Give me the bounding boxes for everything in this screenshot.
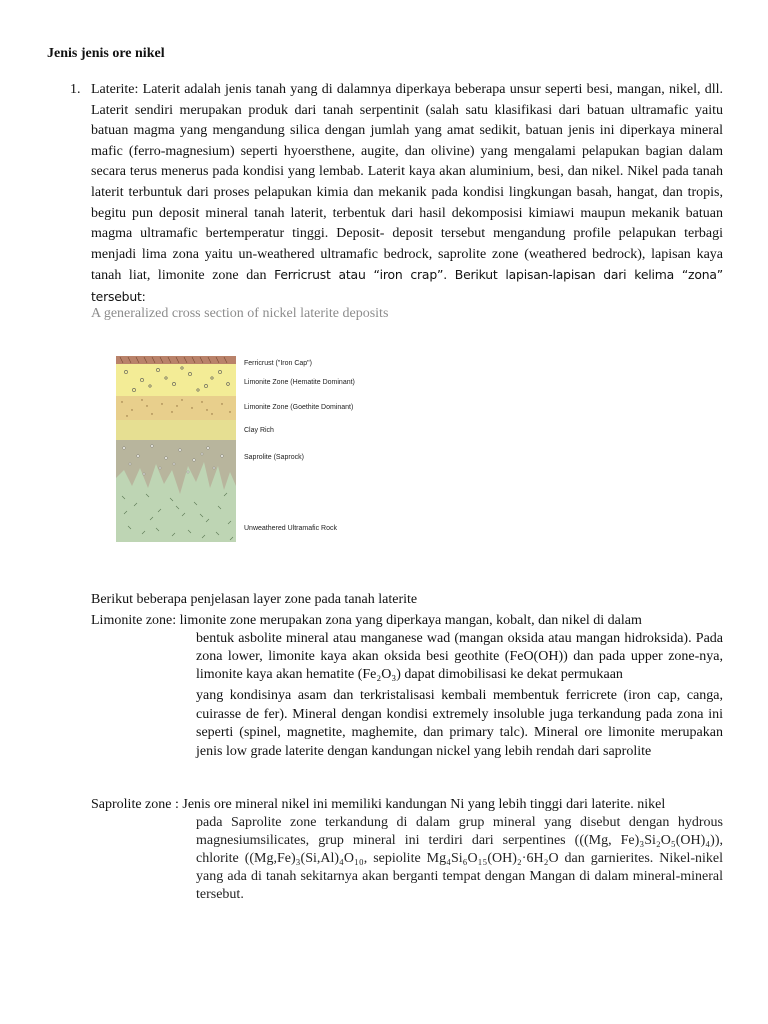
list-number: 1. xyxy=(70,82,81,97)
clay-layer xyxy=(116,420,236,440)
label-clay: Clay Rich xyxy=(244,427,274,434)
label-ferricrust: Ferricrust ("Iron Cap") xyxy=(244,360,312,367)
limonite-line1: limonite zone merupakan zona yang diperkaya mangan, kobalt, dan nikel di dalam xyxy=(179,613,642,628)
page-heading: Jenis jenis ore nikel xyxy=(47,46,165,61)
label-limonite-goethite: Limonite Zone (Goethite Dominant) xyxy=(244,404,354,411)
limonite-body-2: yang kondisinya asam dan terkristalisasi kembali membentuk ferricrete (iron cap, canga, cuirasse de fer). Mineral dengan kondisi extremely insoluble juga terkandung pada zona ini seperti (spinel, magnetite, maghemite, dan primary talc). Mineral ore limonite merupakan jenis low grade laterite dengan kandungan nickel yang lebih rendah dari saprolite xyxy=(196,688,723,759)
limonite-goethite-layer xyxy=(116,396,236,420)
saprolite-body: pada Saprolite zone terkandung di dalam grup mineral yang disebut dengan hydrous magnesiumsilicates, grup mineral ini terdiri dari serpentines (((Mg, Fe)₃Si₂O₅(OH)₄)), chlorite ((Mg,Fe)₃(Si,Al)₄O₁₀, sepiolite Mg₄Si₆O₁₅(OH)₂·6H₂O dan garnierites. Nikel-nikel yang ada di tanah sekitarnya akan berganti tempat dengan Mangan di dalam mineral-mineral tersebut. xyxy=(196,815,723,902)
label-limonite-hematite: Limonite Zone (Hematite Dominant) xyxy=(244,379,355,386)
figure-caption: A generalized cross section of nickel laterite deposits xyxy=(91,306,389,321)
saprolite-label: Saprolite zone : xyxy=(91,797,179,812)
layers-intro: Berikut beberapa penjelasan layer zone pada tanah laterite xyxy=(91,592,418,607)
saprolite-first-line xyxy=(91,796,723,814)
saprolite-line1: Jenis ore mineral nikel ini memiliki kandungan Ni yang lebih tinggi dari laterite. nikel xyxy=(182,797,666,812)
label-bedrock: Unweathered Ultramafic Rock xyxy=(244,525,337,532)
label-saprolite: Saprolite (Saprock) xyxy=(244,454,304,461)
limonite-first-line xyxy=(91,612,723,630)
laterite-cross-section-figure xyxy=(114,356,404,546)
laterite-text: Laterite: Laterit adalah jenis tanah yang di dalamnya diperkaya beberapa unsur seperti besi, mangan, nikel, dll. Laterit sendiri merupakan produk dari tanah serpentinit (salah satu klasifikasi dari batuan ultramafic yaitu batuan magma yang mengandung silica dengan jumlah yang amat sedikit, batuan jenis ini diperkaya mineral mafic (ferro-magnesium) seperti hyoersthene, augite, dan olivine) yang mengalami pelapukan bagian dalam secara terus menerus pada kondisi yang lembab. Laterit kaya akan aluminium, besi, dan nikel. Nikel pada tanah laterit terbuntuk dari proses pelapukan kimia dan mekanik pada kondisi lingkungan basah, hangat, dan tropis, begitu pun deposit mineral tanah laterit, terbentuk dari hasil dekomposisi kimiawi maupun mekanik batuan magma ultramafic bertemperatur tinggi. Deposit- deposit tersebut mengandung profile pelapukan terbagi menjadi lima zona yaitu un-weathered ultramafic bedrock, saprolite zone (weathered bedrock), lapisan kaya tanah liat, limonite zone dan xyxy=(91,82,723,284)
laterite-paragraph xyxy=(91,80,723,309)
limonite-body-1: bentuk asbolite mineral atau manganese wad (mangan oksida atau mangan hidroksida). Pada zona lower, limonite kaya akan oksida besi geothite (FeO(OH)) dan pada upper zone-nya, limonite kaya akan hematite (Fe₂O₃) dapat dimobilisasi ke dekat permukaan xyxy=(196,631,723,682)
limonite-hematite-layer xyxy=(116,364,236,396)
limonite-label: Limonite zone: xyxy=(91,613,177,628)
laterite-tail: Ferricrust atau “iron crap”. Berikut lapisan-lapisan dari kelima “zona” tersebut: xyxy=(91,267,724,304)
